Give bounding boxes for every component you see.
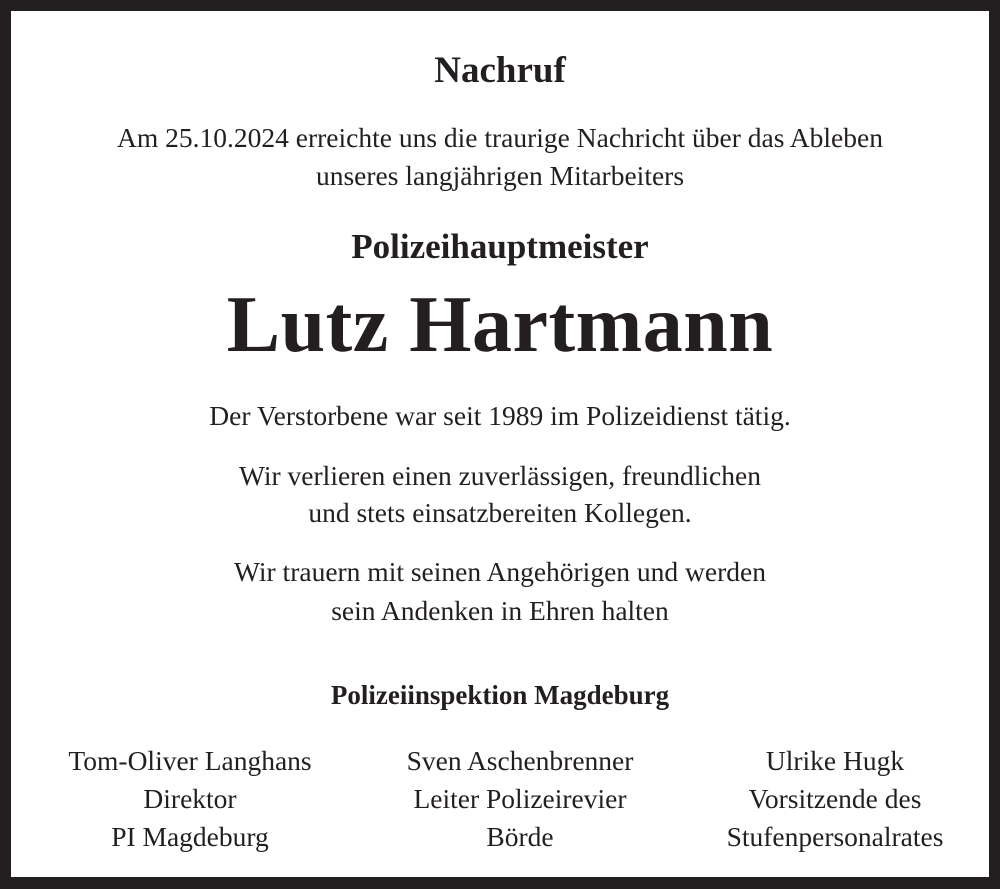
signatory-3 <box>685 742 985 856</box>
mourning-line-1: Wir trauern mit seinen Angehörigen und werden <box>234 556 766 587</box>
signatory-2 <box>370 742 670 856</box>
signatory-name: Ulrike Hugk <box>765 745 905 776</box>
tribute-line-2: und stets einsatzbereiten Kollegen. <box>308 497 692 528</box>
notice-heading: Nachruf <box>434 50 566 91</box>
organization-name: Polizeiinspektion Magdeburg <box>330 680 670 710</box>
signatory-name: Tom-Oliver Langhans <box>68 745 312 776</box>
tribute-line-1: Wir verlieren einen zuverlässigen, freundlichen <box>239 460 761 491</box>
deceased-name: Lutz Hartmann <box>226 281 774 369</box>
signatory-unit: Stufenpersonalrates <box>726 821 944 852</box>
mourning-line-2: sein Andenken in Ehren halten <box>331 595 669 626</box>
signatory-title: Vorsitzende des <box>748 783 922 814</box>
deceased-rank: Polizeihauptmeister <box>351 227 649 266</box>
signatory-title: Leiter Polizeirevier <box>413 783 627 814</box>
intro-line-2: unseres langjährigen Mitarbeiters <box>315 160 685 191</box>
signatory-title: Direktor <box>143 783 237 814</box>
signatory-unit: Börde <box>486 821 554 852</box>
intro-line-1: Am 25.10.2024 erreichte uns die traurige Nachricht über das Ableben <box>117 122 883 153</box>
signatory-name: Sven Aschenbrenner <box>406 745 634 776</box>
service-line: Der Verstorbene war seit 1989 im Polizeidienst tätig. <box>209 400 791 431</box>
signatory-1 <box>40 742 340 856</box>
signatory-unit: PI Magdeburg <box>111 821 269 852</box>
